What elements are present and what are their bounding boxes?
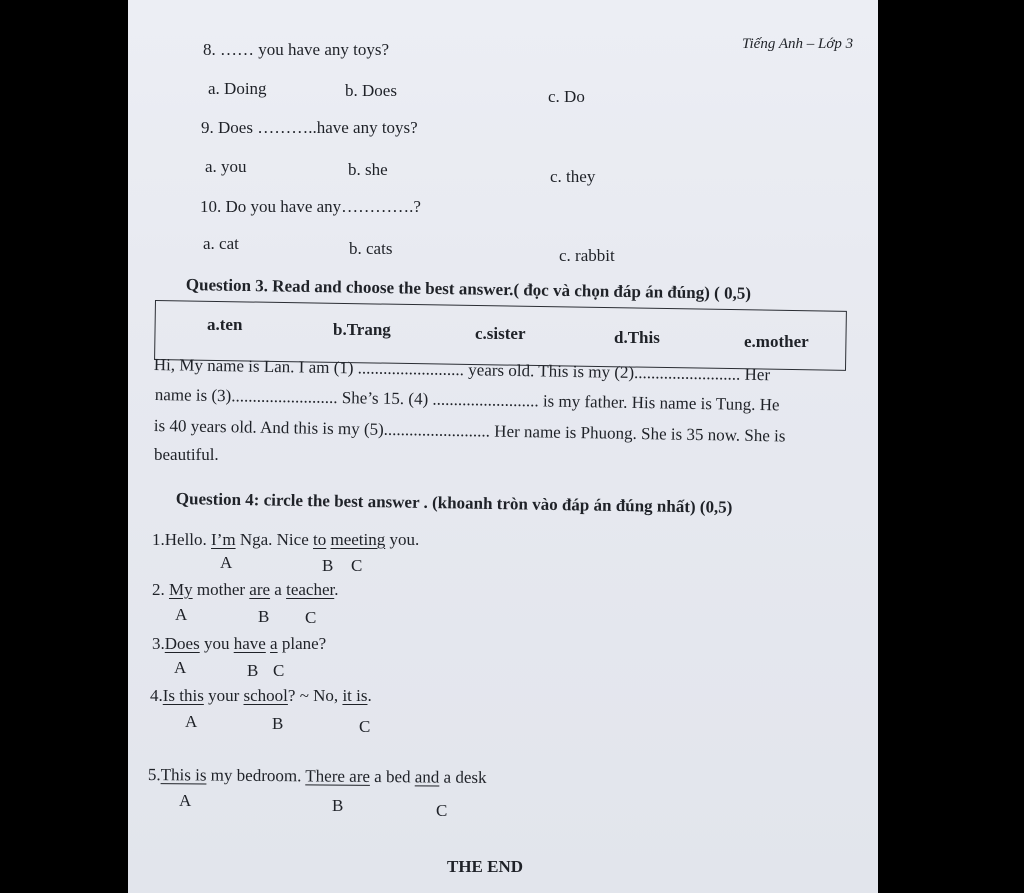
q4-item-3: 3.Does you have a plane? (152, 634, 327, 653)
word-box-option-d: d.This (614, 328, 660, 347)
word-box-option-e: e.mother (744, 332, 809, 351)
q4-item-5-label-a: A (179, 791, 192, 810)
q4-item-5-label-c: C (436, 801, 448, 820)
word-box-option-c: c.sister (475, 324, 526, 343)
word-box-option-a: a.ten (207, 315, 243, 334)
q4-item-4-label-a: A (185, 712, 198, 731)
q4-item-3-label-b: B (247, 661, 259, 680)
q4-item-1-label-b: B (322, 556, 334, 575)
q8-option-c: c. Do (548, 87, 585, 106)
q4-item-2-label-c: C (305, 608, 317, 627)
q9-stem: 9. Does ………..have any toys? (201, 118, 418, 137)
passage-line: is 40 years old. And this is my (5)......................... Her name is Phuong. She is 35 now. She is (153, 416, 786, 446)
exam-paper (128, 0, 878, 893)
q4-item-1-label-c: C (351, 556, 363, 575)
q8-option-a: a. Doing (208, 79, 267, 98)
q10-stem: 10. Do you have any………….? (200, 197, 421, 216)
q4-item-4-label-c: C (359, 717, 371, 736)
q4-item-4-label-b: B (272, 714, 284, 733)
q4-item-2: 2. My mother are a teacher. (152, 580, 339, 599)
question3-title: Question 3. Read and choose the best answer.( đọc và chọn đáp án đúng) ( 0,5) (185, 275, 752, 303)
q4-item-2-label-a: A (175, 605, 188, 624)
q8-stem: 8. …… you have any toys? (203, 40, 390, 59)
q4-item-1-label-a: A (220, 553, 233, 572)
q4-item-5: 5.This is my bedroom. There are a bed and a desk (147, 765, 487, 787)
q10-option-a: a. cat (203, 234, 239, 253)
q4-item-1: 1.Hello. I’m Nga. Nice to meeting you. (152, 530, 420, 549)
q9-option-c: c. they (550, 167, 596, 186)
word-box-option-b: b.Trang (333, 320, 391, 339)
q9-option-a: a. you (205, 157, 247, 176)
passage-line: beautiful. (154, 445, 219, 464)
q4-item-5-label-b: B (332, 796, 344, 815)
subject-header: Tiếng Anh – Lớp 3 (742, 36, 854, 52)
q10-option-c: c. rabbit (559, 246, 615, 265)
question4-title: Question 4: circle the best answer . (khoanh tròn vào đáp án đúng nhất) (0,5) (175, 489, 733, 517)
q9-option-b: b. she (348, 160, 388, 179)
q8-option-b: b. Does (345, 81, 397, 100)
q4-item-3-label-c: C (273, 661, 285, 680)
passage-line: name is (3)......................... She’s 15. (4) ......................... is my father. His name is Tung. He (154, 385, 780, 415)
q4-item-2-label-b: B (258, 607, 270, 626)
the-end-footer: THE END (447, 857, 524, 876)
passage-line: Hi, My name is Lan. I am (1) ......................... years old. This is my (2)......................... Her (153, 355, 771, 385)
q10-option-b: b. cats (349, 239, 393, 258)
q4-item-3-label-a: A (174, 658, 187, 677)
q4-item-4: 4.Is this your school? ~ No, it is. (150, 686, 372, 705)
